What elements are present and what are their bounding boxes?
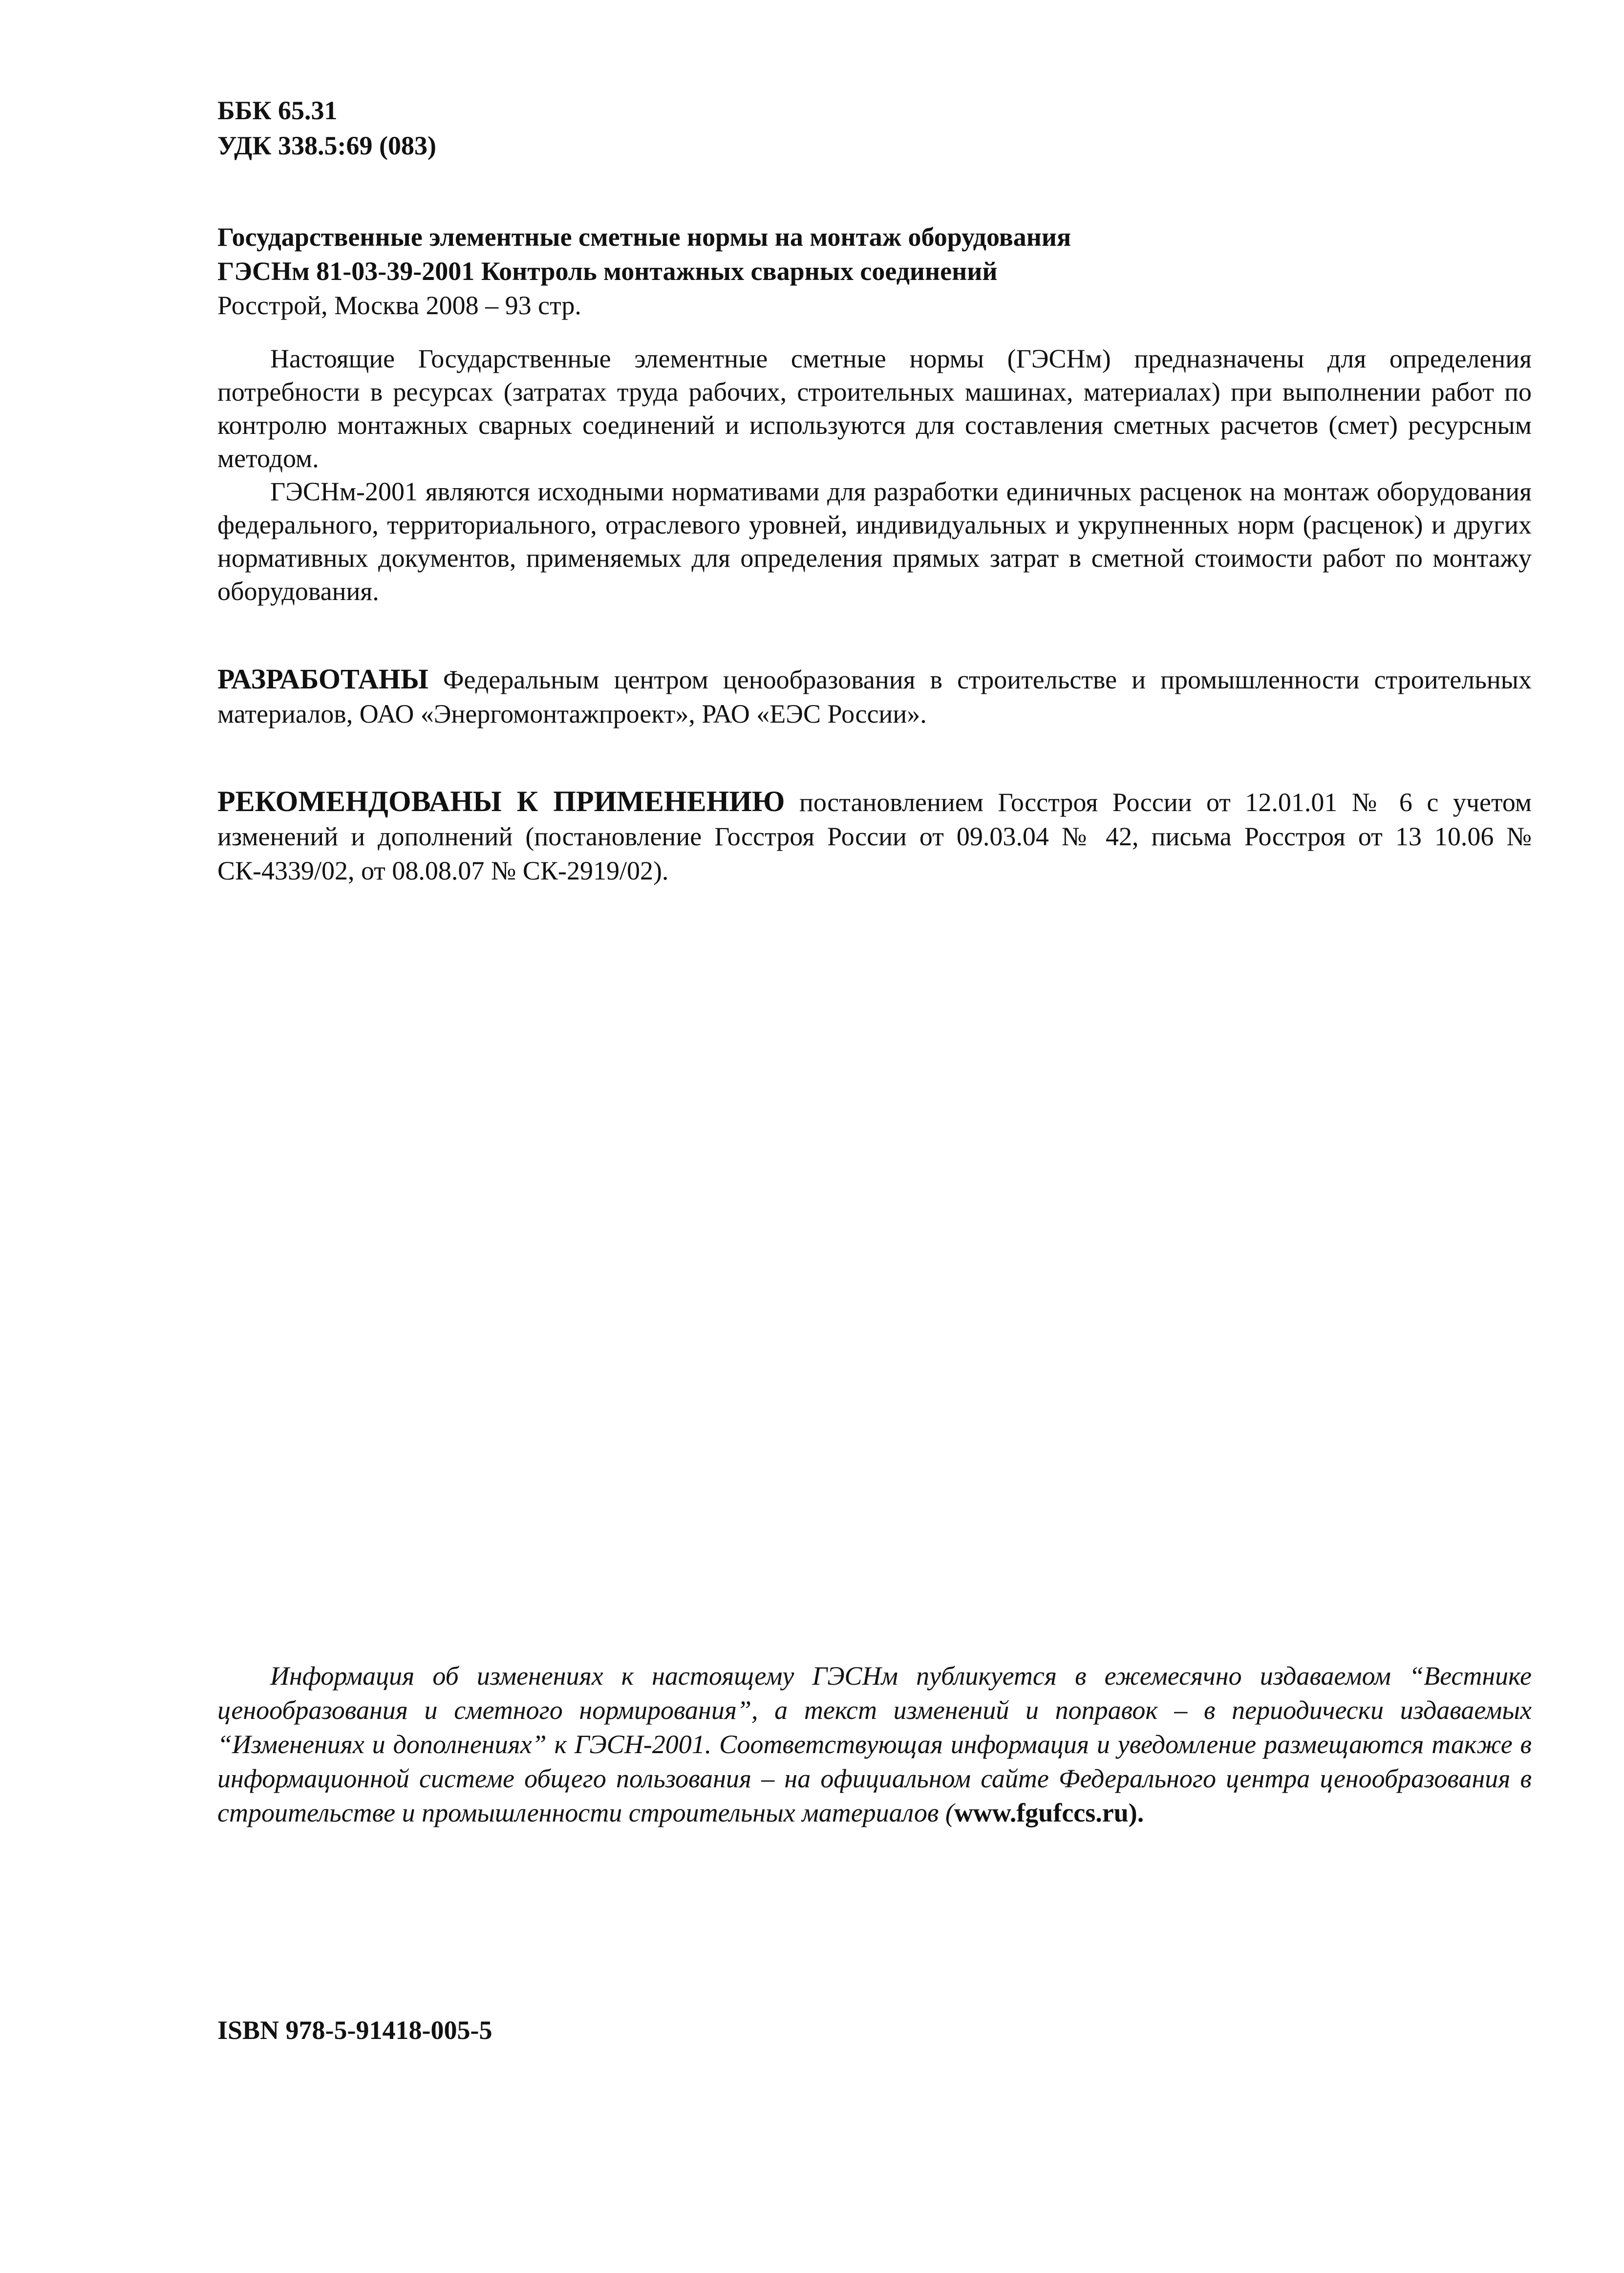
document-title-block — [217, 220, 1532, 322]
changes-information-closing: ). — [1128, 1798, 1144, 1827]
developed-by — [217, 662, 1532, 731]
document-subtitle: ГЭСНм 81-03-39-2001 Контроль монтажных сварных соединений — [217, 257, 998, 286]
changes-information-text: Информация об изменениях к настоящему ГЭСНм публикуется в ежемесячно издаваемом “Вестнике ценообразования и сметного нормирования”, а текст изменений и поправок – в периодически издаваемых “Изменениях и дополнениях” к ГЭСН-2001. Соответствующая информация и уведомление размещаются также в информационной системе общего пользования – на официальном сайте Федерального центра ценообразования в строительстве и промышленности строительных материалов ( — [217, 1661, 1532, 1827]
bbk-code: ББК 65.31 — [217, 96, 338, 125]
website-link[interactable]: www.fgufccs.ru — [954, 1798, 1129, 1827]
description — [217, 342, 1532, 608]
developed-by-text: Федеральным центром ценообразования в строительстве и промышленности строительных материалов, ОАО «Энергомонтажпроект», РАО «ЕЭС России». — [217, 665, 1532, 729]
changes-information — [217, 1659, 1532, 1830]
recommended-for-use — [217, 784, 1532, 888]
udk-code: УДК 338.5:69 (083) — [217, 131, 436, 160]
description-paragraph-1: Настоящие Государственные элементные сметные нормы (ГЭСНм) предназначены для определения потребности в ресурсах (затратах труда рабочих, строительных машинах, материалах) при выполнении работ по контролю монтажных сварных соединений и используются для составления сметных расчетов (смет) ресурсным методом. — [217, 344, 1532, 473]
recommended-heading: РЕКОМЕНДОВАНЫ К ПРИМЕНЕНИЮ — [217, 785, 785, 817]
publisher-line: Росстрой, Москва 2008 – 93 стр. — [217, 291, 581, 320]
developed-by-heading: РАЗРАБОТАНЫ — [217, 663, 428, 695]
document-title: Государственные элементные сметные нормы на монтаж оборудования — [217, 222, 1071, 252]
isbn: ISBN 978-5-91418-005-5 — [217, 2016, 492, 2045]
description-paragraph-2: ГЭСНм-2001 являются исходными нормативами для разработки единичных расценок на монтаж оборудования федерального, территориального, отраслевого уровней, индивидуальных и укрупненных норм (расценок) и других нормативных документов, применяемых для определения прямых затрат в сметной стоимости работ по монтажу оборудования. — [217, 477, 1532, 606]
classification-codes — [217, 93, 1532, 163]
recommended-text: постановлением Госстроя России от 12.01.01 № 6 с учетом изменений и дополнений (постановление Госстроя России от 09.03.04 № 42, письма Росстроя от 13 10.06 № СК-4339/02, от 08.08.07 № СК-2919/02). — [217, 788, 1532, 885]
